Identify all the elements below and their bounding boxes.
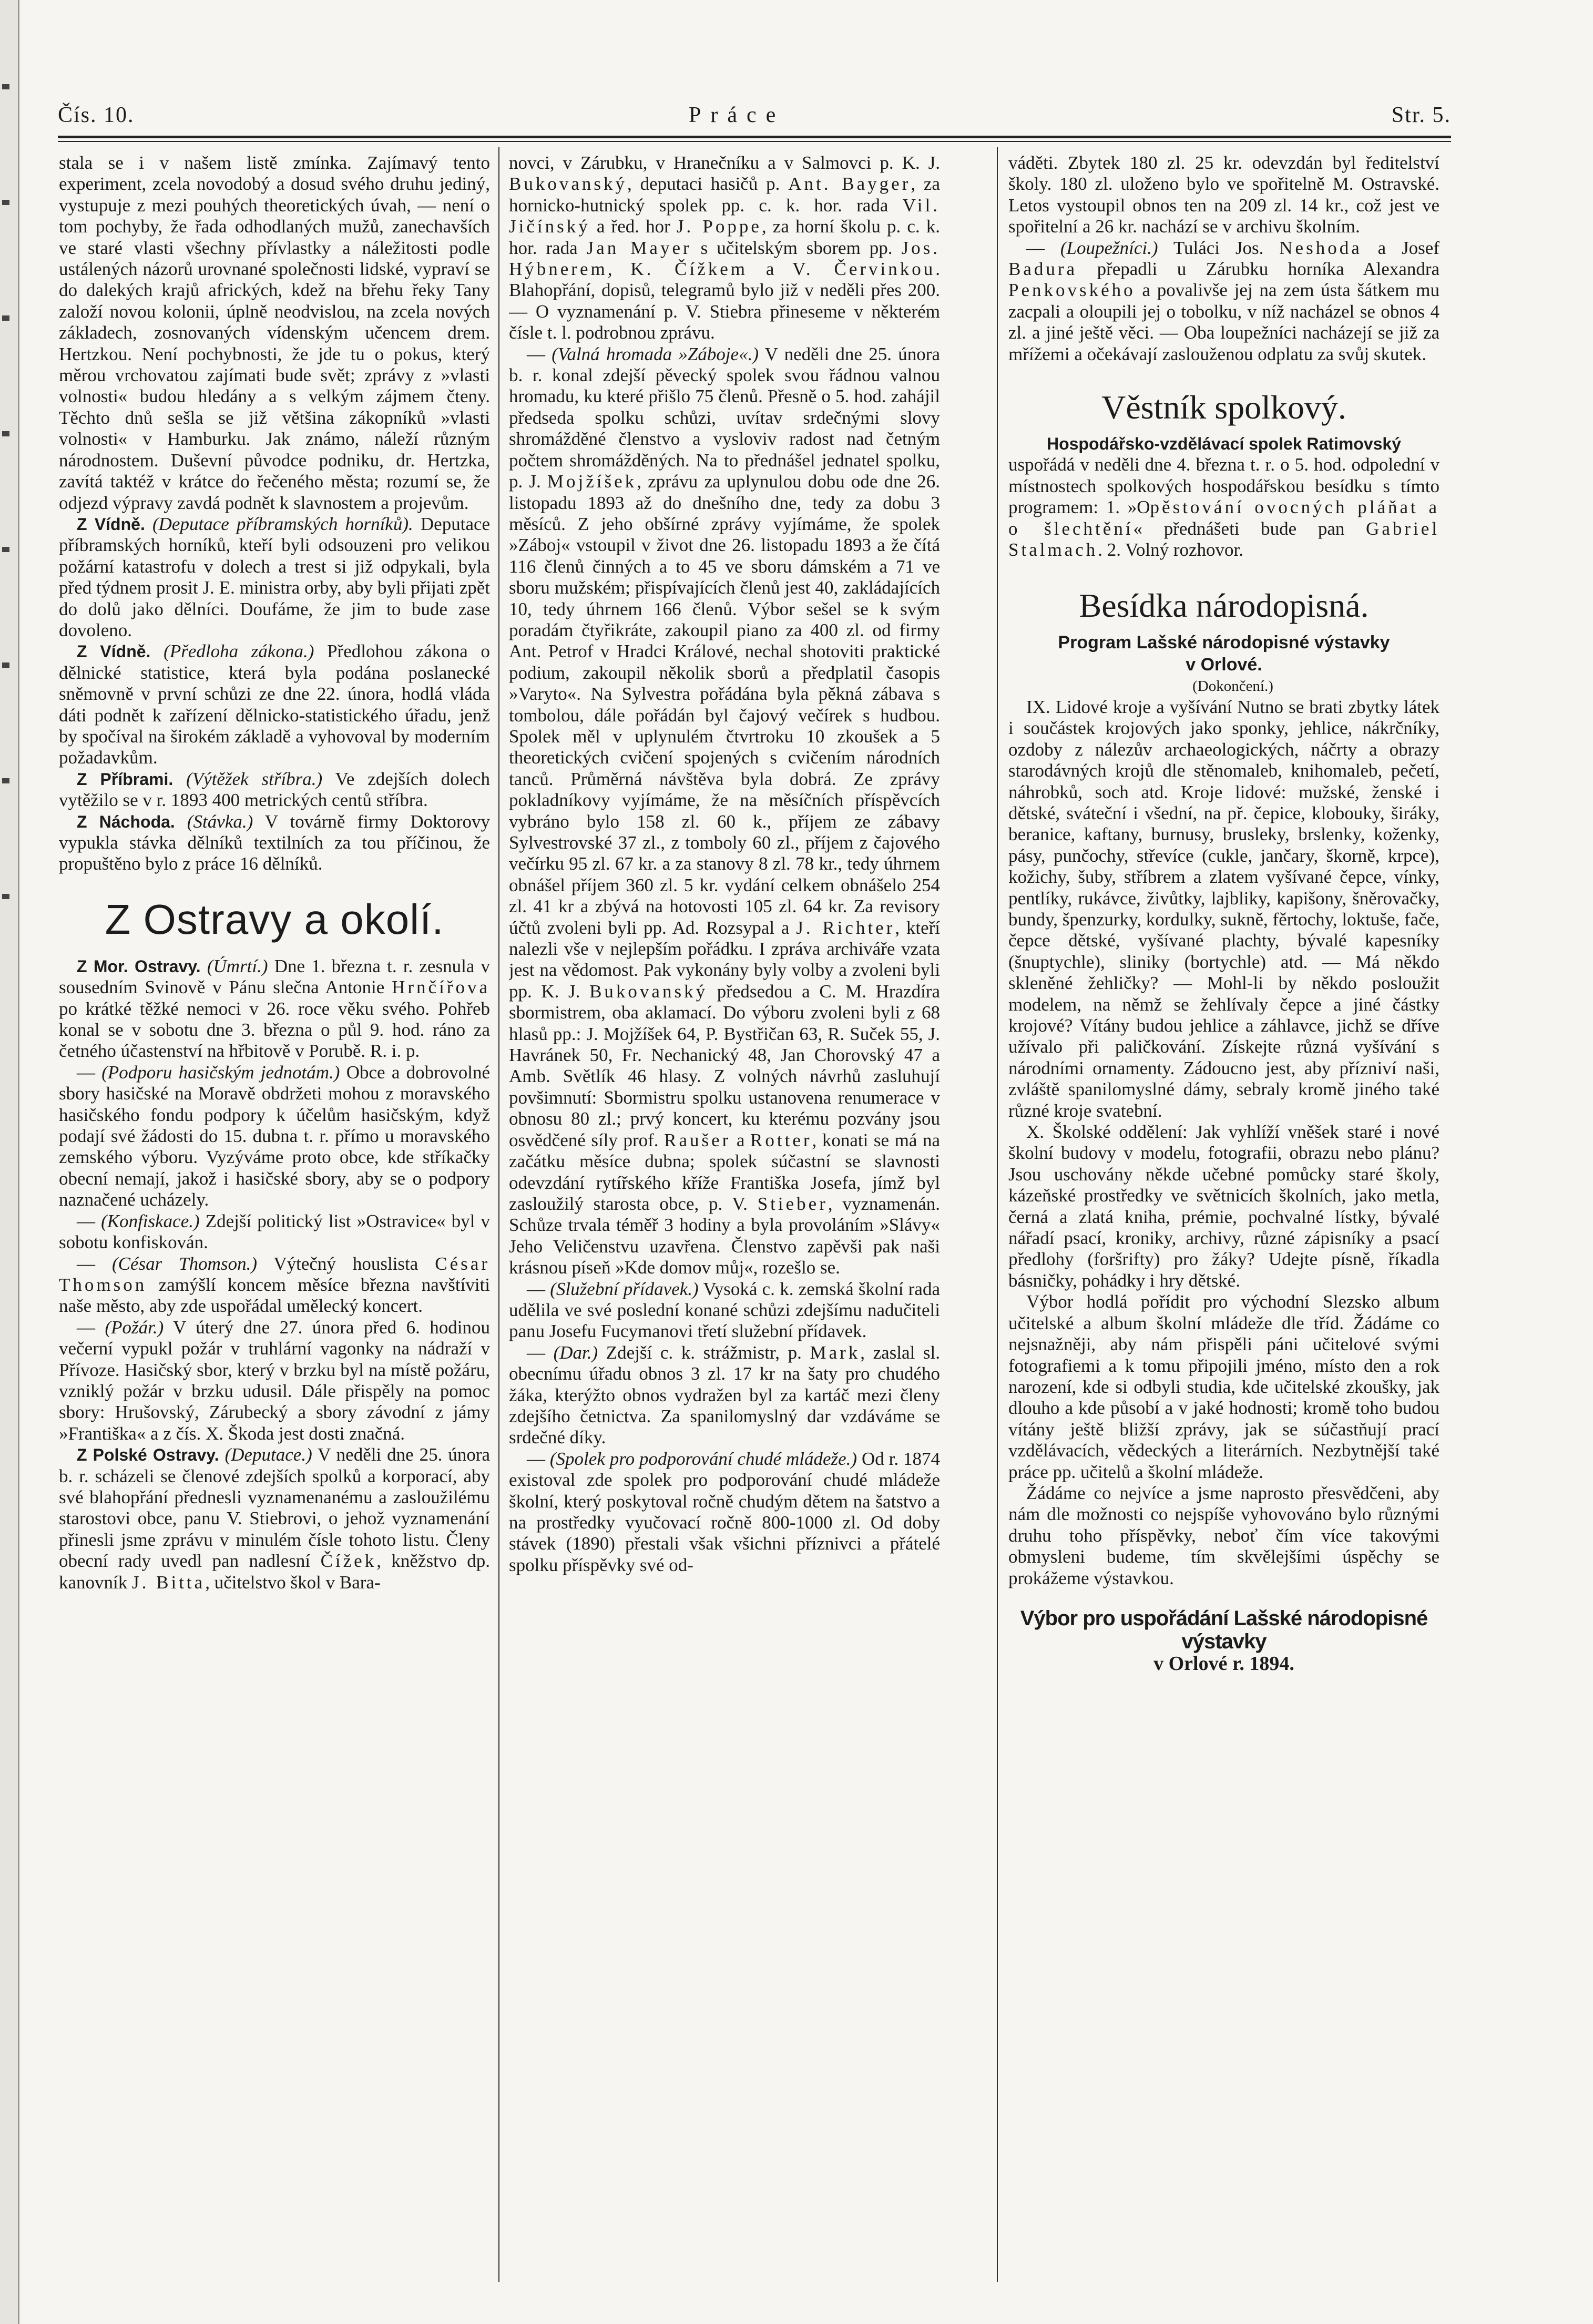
article-paragraph: stala se i v našem listě zmínka. Zajímavý tento experiment, zcela novodobý a dosud svého druhu jediný, vystupuje z mezi pouhých theoretických úvah, — není o tom pochyby, že řada odhodlaných mužů, zanechavších ve staré vlasti všechny přívlastky a náležitosti podle ustálených názorů urovnané společnosti lidské, vypraví se do dalekých krajů afrických, kdež na břehu řeky Tany založí novou kolonii, úplně neodvislou, na zcela nových základech, zosnovaných vídenským učencem drem. Hertzkou. Není pochybnosti, že jde tu o pokus, který měrou vrchovatou zajímati bude svět; zprávy z »vlasti volnosti« budou hledány a s velkým zájmem čteny. Těchto dnů sešla se již většina zákopníků »vlasti volnosti« v Hamburku. Jak známo, náleží různým národnostem. Duševní původce podniku, dr. Hertzka, zavítá taktéž v krátce do řečeného města; rozumí se, že odjezd výpravy zavdá podnět k slavnostem a projevům. <box>59 152 490 513</box>
news-item: — (César Thomson.) Výtečný houslista César Thomson zamýšlí koncem měsíce března navštíviti naše město, aby zde uspořádal umělecký koncert. <box>59 1253 490 1317</box>
column-divider <box>997 147 998 2282</box>
column-1 <box>59 152 490 2298</box>
dateline: Z Náchoda. <box>77 812 175 831</box>
person-name: Mojžíšek <box>547 471 637 492</box>
person-name: V. Červinkou <box>792 259 936 280</box>
page-number: Str. 5. <box>1391 103 1451 127</box>
dateline: Z Vídně. <box>77 514 145 534</box>
item-topic: (Deputace.) <box>224 1444 312 1465</box>
header-rule <box>58 136 1451 138</box>
dateline: Z Vídně. <box>77 642 151 661</box>
item-topic: (Podporu hasičským jednotám.) <box>101 1062 340 1083</box>
association-name: Hospodářsko-vzdělávací spolek Ratimovský <box>1046 434 1402 454</box>
lecture-topic: pěstování ovocných pláňat a o šlechtění <box>1008 497 1439 539</box>
continued-note: (Dokončení.) <box>1192 677 1273 695</box>
signature-place-date: v Orlové r. 1894. <box>1153 1652 1294 1675</box>
item-topic: (Předloha zákona.) <box>164 641 314 662</box>
column-2 <box>509 152 940 2298</box>
person-name: Ant. Bayger <box>788 174 911 195</box>
page-header <box>58 103 1451 134</box>
header-rule-thin <box>58 141 1451 142</box>
person-name: Jos. Hýbnerem <box>509 237 940 280</box>
person-name: J. Poppe <box>676 216 762 237</box>
news-item: — (Podporu hasičským jednotám.) Obce a dobrovolné sbory hasičské na Moravě obdržeti mohou z moravského hasičského fondu podpory k účelům hasičským, když podají své žádosti do 15. dubna t. r. přímo u moravského zemského výboru. Vyzýváme proto obce, kde stříkačky obecní nemají, jakož i hasičské sbory, aby se o podpory naznačené ucházely. <box>59 1062 490 1210</box>
article-paragraph: Výbor hodlá pořídit pro východní Slezsko album učitelské a album školní mládeže dle tříd. Žádáme co nejsnažněji, aby nám přispěli páni učitelové svými fotografiemi a k tomu připojili jméno, místo den a rok narození, kde si odbyli studia, kde učitelské zkoušky, jak dlouho a kde působí a v jaké hodnosti; kromě toho budou vítány ještě bližší zprávy, jak se súčastňují prací vzdělávacích, vědeckých a literárních. Nezbytnější také práce pp. učitelů a školní mládeže. <box>1008 1291 1439 1482</box>
person-name: Badura <box>1008 259 1078 280</box>
person-name: Jan Mayer <box>586 237 692 258</box>
article-paragraph: novci, v Zárubku, v Hranečníku a v Salmovci p. K. J. Bukovanský, deputaci hasičů p. Ant. Bayger, za hornicko-hutnický spolek pp. c. k. hor. rada Vil. Jičínský a řed. hor J. Poppe, za horní školu p. c. k. hor. rada Jan Mayer s učitelským sborem pp. Jos. Hýbnerem, K. Čížkem a V. Červinkou. Blahopřání, dopisů, telegramů bylo již v neděli přes 200. — O vyznamenání p. V. Stiebra přineseme v některém čísle t. l. podrobnou zprávu. <box>509 152 940 343</box>
article-paragraph: IX. Lidové kroje a vyšívání Nutno se brati zbytky látek i součástek krojových jako sponky, jehlice, nákrčníky, ozdoby z nálezův archaeologických, náčrty a obrazy starodávných krojů dle stěnomaleb, knihomaleb, pečetí, náhrobků, soch atd. Kroje lidové: mužské, ženské i dětské, sváteční i všední, na př. čepice, klobouky, širáky, beranice, kaftany, burnusy, brusleky, brslenky, koženky, pásy, punčochy, střevíce (cukle, jančary, škorně, krpce), kožichy, šuby, stříbrem a zlatem vyšívané čepce, vínky, pentlíky, rukávce, živůtky, lajbliky, kapišony, šněrovačky, bundy, špenzurky, kordulky, sukně, fěrtochy, loktuše, fače, čepce dětské, vyšívané plachty, bývalé kapesníky (šnuptychle), sliniky (bortychle) atd. — Má někdo skleněné žehličky? — Mohl-li by někdo posloužit modelem, na němž se žehlívaly čepce a jiné částky krojové? Vítány budou jehlice a záhlavce, jichž se dříve užívalo při paličkování. Získejte různá vyšívání s národními ornamenty. Zádoucno jest, aby přízniví naši, zvláště spanilomyslné dámy, sebraly kromě jiného také různé kroje svatební. <box>1008 696 1439 1121</box>
dateline: Z Polské Ostravy. <box>77 1445 219 1465</box>
person-name: Bukovanský <box>509 174 627 195</box>
person-name: Hrnčířova <box>392 977 490 998</box>
dateline: Z Příbrami. <box>77 769 173 789</box>
person-name: K. Čížkem <box>630 259 748 280</box>
item-topic: (Deputace příbramských horníků). <box>152 513 413 534</box>
news-item: uspořádá v neděli dne 4. března t. r. o 5. hod. odpolední v místnostech spolkových hospodářskou besídku s tímto programem: 1. »Opěstování ovocných pláňat a o šlechtění« přednášeti bude pan Gabriel Stalmach. 2. Volný rozhovor. <box>1008 454 1439 560</box>
item-topic: (Úmrtí.) <box>207 955 268 976</box>
section-heading: Z Ostravy a okolí. <box>105 895 444 943</box>
item-topic: (Požár.) <box>105 1317 164 1338</box>
news-item: Z Náchoda. (Stávka.) V továrně firmy Doktorovy vypukla stávka dělníků textilních za tou příčinou, že propuštěno bylo z práce 16 dělníků. <box>59 811 490 874</box>
item-topic: (César Thomson.) <box>111 1253 257 1274</box>
person-name: César Thomson <box>59 1253 490 1295</box>
item-topic: (Výtěžek stříbra.) <box>186 768 323 789</box>
news-item: — (Loupežníci.) Tuláci Jos. Neshoda a Josef Badura přepadli u Zárubku horníka Alexandra Penkovského a povalivše jej na zem ústa šátkem mu zacpali a oloupili jej o tobolku, v níž nacházel se obnos 4 zl. a jiné ještě věci. — Oba loupežníci nacházejí se již za mřížemi a očekávají zaslouženou odplatu za svůj skutek. <box>1008 237 1439 364</box>
news-item: — (Požár.) V úterý dne 27. února před 6. hodinou večerní vypukl požár v truhlární vagonky na nádraží v Přívoze. Hasičský sbor, který v brzku byl na místě požáru, vzniklý požár v brzku udusil. Dále přispěly na pomoc sbory: Hrušovský, Zárubecký a sbory závodní z jámy »Františka« a z čís. X. Škoda jest dosti značná. <box>59 1317 490 1444</box>
signature-committee: Výbor pro uspořádání Lašské národopisné výstavky <box>1020 1606 1428 1653</box>
person-name: Neshoda <box>1279 237 1362 258</box>
news-item: — (Spolek pro podporování chudé mládeže.) Od r. 1874 existoval zde spolek pro podporování chudé mládeže školní, který poskytoval ročně chudým dětem na šatstvo a na prostředky vyučovací ročně 800-1000 zl. Od doby stávek (1890) přestali však všichni příznivci a přátelé spolku příspěvky své od- <box>509 1448 940 1575</box>
article-paragraph: váděti. Zbytek 180 zl. 25 kr. odevzdán byl ředitelství školy. 180 zl. uloženo bylo ve spořitelně M. Ostravské. Letos vystoupil obnos ten na 209 zl. 14 kr., což jest ve spořitelní a 26 kr. nachází se v archivu školním. <box>1008 152 1439 237</box>
person-name: Mark <box>810 1342 861 1363</box>
item-topic: (Stávka.) <box>187 811 253 832</box>
program-title: Program Lašské národopisné výstavky <box>1058 632 1390 653</box>
item-topic: (Spolek pro podporování chudé mládeže.) <box>549 1448 857 1469</box>
page-edge <box>0 0 19 2324</box>
issue-number: Čís. 10. <box>58 103 135 127</box>
article-paragraph: Žádáme co nejvíce a jsme naprosto přesvědčeni, aby nám dle možnosti co nejspíše vyhovováno bylo různými druhu toho příspěvky, neboť čím více takovými obmysleni budeme, tím skvělejšími úspěchy se prokážeme výstavkou. <box>1008 1482 1439 1588</box>
news-item: — (Služební přídavek.) Vysoká c. k. zemská školní rada udělila ve své poslední konané schůzi zdejšímu nadučiteli panu Josefu Fucymanovi třetí služební přídavek. <box>509 1278 940 1342</box>
person-name: Raušer <box>664 1129 731 1150</box>
person-name: J. Richter <box>796 917 895 938</box>
news-item: — (Dar.) Zdejší c. k. strážmistr, p. Mark, zaslal sl. obecnímu úřadu obnos 3 zl. 17 kr na šaty pro chudého žáka, kterýžto obnos vydražen byl za kartáč mezi členy zdejšího četnictva. Za spanilomyslný dar vzdáváme se srdečné díky. <box>509 1342 940 1448</box>
column-3 <box>1008 152 1439 2298</box>
news-item: Z Vídně. (Deputace příbramských horníků). Deputace příbramských horníků, kteří byli odsouzeni pro velikou požární katastrofu v dolech a trest si již odpykali, byla před týdnem prosit J. E. ministra orby, aby byli přijati zpět do dolů jako dělníci. Doufáme, že jim to bude zase dovoleno. <box>59 513 490 640</box>
column-divider <box>498 147 499 2282</box>
news-item: — (Konfiskace.) Zdejší politický list »Ostravice« byl v sobotu konfiskován. <box>59 1210 490 1253</box>
person-name: Čížek <box>320 1551 377 1572</box>
person-name: Vil. Jičínský <box>509 195 940 237</box>
section-heading-vestnik: Věstník spolkový. <box>1101 389 1346 426</box>
person-name: Rotter <box>750 1129 812 1150</box>
person-name: J. Bitta <box>132 1572 206 1593</box>
person-name: Stieber <box>757 1193 828 1214</box>
item-topic: (Dar.) <box>553 1342 598 1363</box>
news-item: Z Mor. Ostravy. (Úmrtí.) Dne 1. března t. r. zesnula v sousedním Svinově v Pánu slečna Antonie Hrnčířova po krátké těžké nemoci v 26. roce věku svého. Pohřeb konal se v sobotu dne 3. března o půl 9. hod. ráno za četného účastenství na hřbitově v Porubě. R. i. p. <box>59 955 490 1062</box>
item-topic: (Loupežníci.) <box>1060 237 1158 258</box>
person-name: Bukovanský <box>589 981 708 1002</box>
program-subtitle: v Orlové. <box>1186 654 1262 675</box>
section-heading-besidka: Besídka národopisná. <box>1079 586 1369 624</box>
article-paragraph: X. Školské oddělení: Jak vyhlíží vněšek staré i nové školní budovy v modelu, fotografii, obrazu nebo plánu? Jsou uschovány někde učebné pomůcky staré školy, kázeňské prostředky ve světnicích školních, jako metla, černá a zlatá kniha, prémie, pochvalné lístky, bývalé nářadí psací, kroniky, archivy, různé zápisníky a psací předlohy (foršrifty) pro žáky? Udejte písně, říkadla básničky, pohádky i hry dětské. <box>1008 1122 1439 1291</box>
news-item: — (Valná hromada »Záboje«.) V neděli dne 25. února b. r. konal zdejší pěvecký spolek svou řádnou valnou hromadu, ku které přišlo 75 členů. Přesně o 5. hod. zahájil předseda spolku schůzi, uvítav srdečnými slovy shromážděné členstvo a vysloviv radost nad četným počtem shromážděných. Na to přednášel jednatel spolku, p. J. Mojžíšek, zprávu za uplynulou dobu ode dne 26. listopadu 1893 až do dnešního dne, tedy za dobu 3 měsíců. Z jeho obšírné zprávy vyjímáme, že spolek »Záboj« vstoupil v život dne 26. listopadu 1893 a že čítá 116 členů činných a to 45 ve sboru dámském a 71 ve sboru mužském; přispívajících členů jest 40, zakládajících 10, tedy úhrnem 166 členů. Výbor sešel se k svým poradám čtyřikráte, zakoupil piano za 400 zl. od firmy Ant. Petrof v Hradci Králové, nechal shotoviti praktické podium, zakoupil několik sborů a předplatil časopis »Varyto«. Na Sylvestra pořádána byla pěkná zábava s tombolou, dále pořádán byl čajový večírek s hudbou. Spolek měl v uplynulém čtvrtroku 10 zkoušek a 5 theoretických cvičení spojených s cvičením národních tanců. Průměrná návštěva byla dobrá. Ze zprávy pokladníkovy vyjímáme, že na měsíčních příspěvcích vybráno bylo 158 zl. 60 k., příjem ze zábavy Sylvestrovské 37 zl., z tomboly 60 zl., příjem z čajového večírku 95 zl. 67 kr. a za stanovy 8 zl. 78 kr., tedy úhrnem obnášel příjem 360 zl. 5 kr. vydání celkem obnášelo 254 zl. 41 kr a zbývá na hotovosti 105 zl. 64 kr. Za revisory účtů zvoleni byli pp. Ad. Rozsypal a J. Richter, kteří nalezli vše v nejlepším pořádku. I zpráva archiváře vzata jest na vědomost. Pak vykonány byly volby a zvoleni byli pp. K. J. Bukovanský předsedou a C. M. Hrazdíra sbormistrem, oba aklamací. Do výboru zvoleni byli z 68 hlasů pp.: J. Mojžíšek 64, P. Bystřičan 63, R. Suček 55, J. Havránek 50, Fr. Nechanický 48, Jan Chorovský 47 a Amb. Světlík 46 hlasy. Z volných návrhů zasluhují povšimnutí: Sbormistru spolku ustanovena renumerace v obnosu 80 zl.; prvý koncert, ku kterému pozvány jsou osvědčené síly prof. Raušer a Rotter, konati se má na začátku měsíce dubna; spolek súčastní se slavnosti odevzdání rytířského kříže Františka Josefa, jímž byl zasloužilý starosta obce, p. V. Stieber, vyznamenán. Schůze trvala téměř 3 hodiny a byla provoláním »Slávy« Jeho Veličenstvu uzavřena. Členstvo zapěvši pak naši krásnou píseň »Kde domov můj«, rozešlo se. <box>509 343 940 1278</box>
news-item: Z Polské Ostravy. (Deputace.) V neděli dne 25. února b. r. scházeli se členové zdejších spolků a korporací, aby své blahopřání přednesli vyznamenanému a zasloužilému starostovi obce, panu V. Stiebrovi, o jehož vyznamenání přinesli jsme zprávu v minulém čísle tohoto listu. Členy obecní rady uvedl pan nadlesní Čížek, kněžstvo dp. kanovník J. Bitta, učitelstvo škol v Bara- <box>59 1444 490 1593</box>
item-topic: (Služební přídavek.) <box>550 1278 699 1299</box>
edge-marks <box>2 84 15 1136</box>
item-topic: (Valná hromada »Záboje«.) <box>552 343 759 364</box>
dateline: Z Mor. Ostravy. <box>77 956 201 976</box>
person-name: Gabriel Stalmach <box>1008 518 1439 560</box>
person-name: Penkovského <box>1008 280 1136 301</box>
newspaper-title: Práce <box>689 103 785 127</box>
item-topic: (Konfiskace.) <box>101 1210 200 1231</box>
news-item: Z Vídně. (Předloha zákona.) Předlohou zákona o dělnické statistice, která byla podána poslanecké sněmovně v první schůzi ze dne 22. února, hodlá vláda dáti podnět k zařízení dělnicko-statistického úřadu, jenž by spočíval na širokém základě a vyhovoval by moderním požadavkům. <box>59 641 490 768</box>
news-item: Z Příbrami. (Výtěžek stříbra.) Ve zdejších dolech vytěžilo se v r. 1893 400 metrických centů stříbra. <box>59 768 490 811</box>
